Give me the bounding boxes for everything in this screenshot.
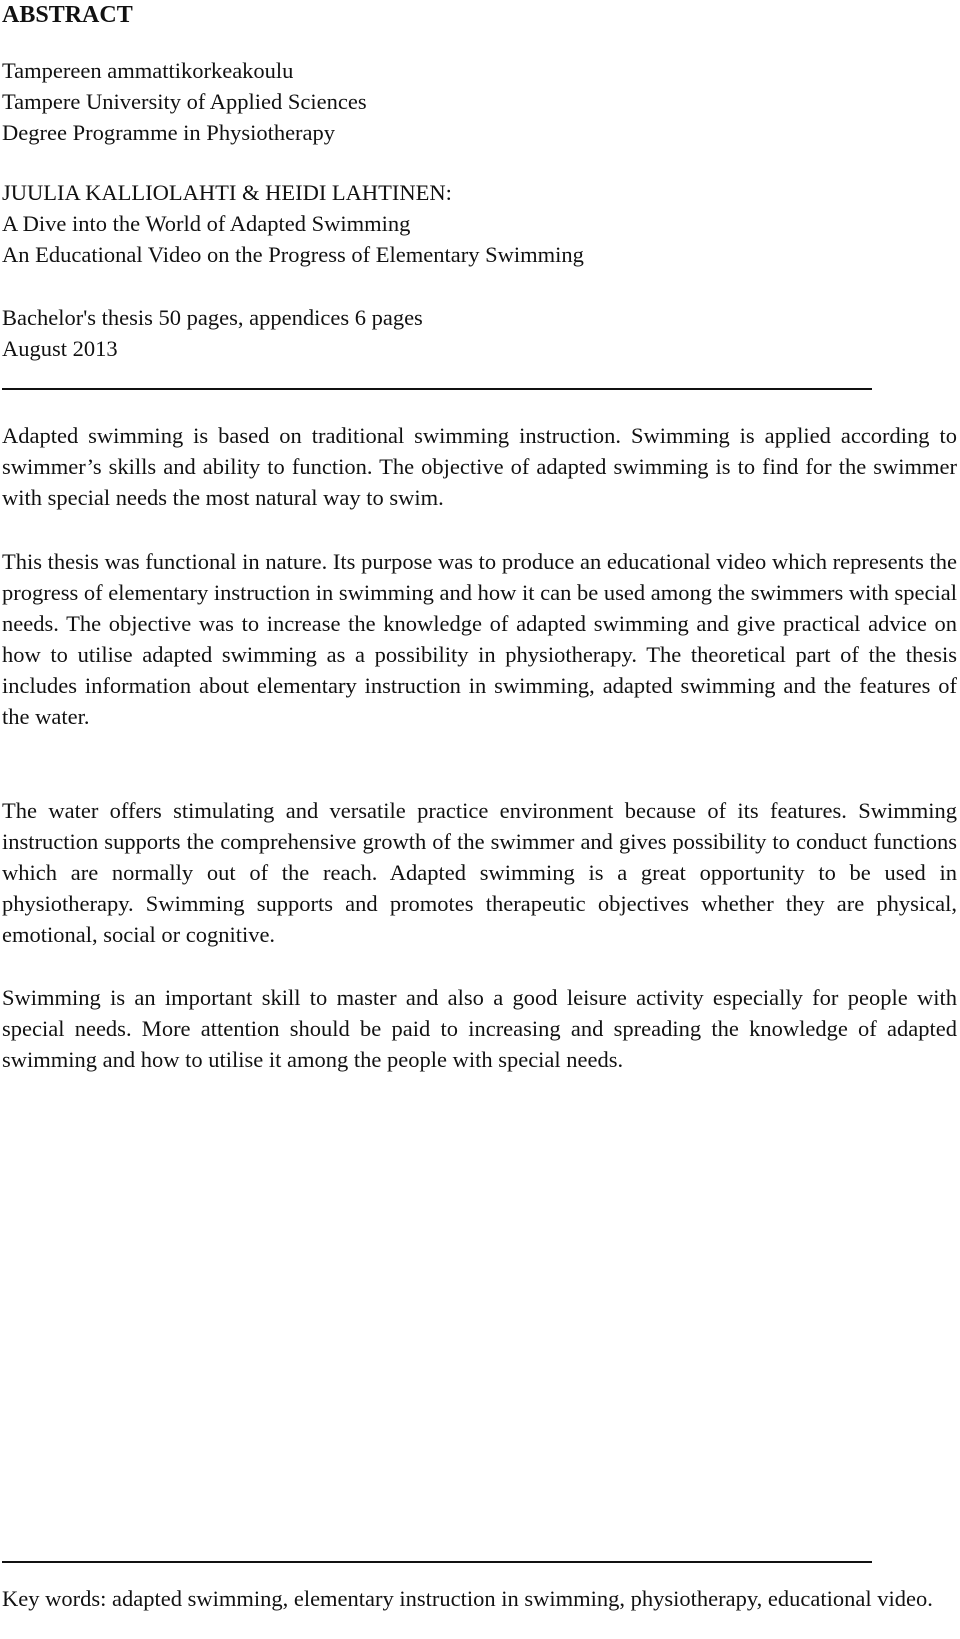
institution-finnish: Tampereen ammattikorkeakoulu xyxy=(2,58,294,83)
page-title: ABSTRACT xyxy=(2,2,133,28)
bottom-divider xyxy=(2,1561,872,1563)
institution-english: Tampere University of Applied Sciences xyxy=(2,89,367,114)
abstract-paragraph-3: The water offers stimulating and versatile practice environment because of its features. Swimming instruction supports the comprehensive growth of the swimmer and gives possibility to conduct functions which are normally out of the reach. Adapted swimming is a great opportunity to be used in physiotherapy. Swimming supports and promotes therapeutic objectives whether they are physical, emotional, social or cognitive. xyxy=(2,798,957,947)
top-divider xyxy=(2,388,872,390)
thesis-date: August 2013 xyxy=(2,336,118,361)
thesis-title: A Dive into the World of Adapted Swimming xyxy=(2,211,411,236)
abstract-paragraph-4: Swimming is an important skill to master and also a good leisure activity especially for people with special needs. More attention should be paid to increasing and spreading the knowledge of adapted swimming and how to utilise it among the people with special needs. xyxy=(2,985,957,1072)
page-count: Bachelor's thesis 50 pages, appendices 6 pages xyxy=(2,305,423,330)
abstract-paragraph-2: This thesis was functional in nature. Its purpose was to produce an educational video which represents the progress of elementary instruction in swimming and how it can be used among the swimmers with special needs. The objective was to increase the knowledge of adapted swimming and give practical advice on how to utilise adapted swimming as a possibility in physiotherapy. The theoretical part of the thesis includes information about elementary instruction in swimming, adapted swimming and the features of the water. xyxy=(2,549,957,729)
authors: JUULIA KALLIOLAHTI & HEIDI LAHTINEN: xyxy=(2,180,452,205)
abstract-paragraph-1: Adapted swimming is based on traditional swimming instruction. Swimming is applied according to swimmer’s skills and ability to function. The objective of adapted swimming is to find for the swimmer with special needs the most natural way to swim. xyxy=(2,423,957,510)
title-block xyxy=(2,177,584,270)
institution-block xyxy=(2,55,367,148)
degree-programme: Degree Programme in Physiotherapy xyxy=(2,120,336,145)
meta-block xyxy=(2,302,423,364)
thesis-subtitle: An Educational Video on the Progress of Elementary Swimming xyxy=(2,242,584,267)
keywords: Key words: adapted swimming, elementary instruction in swimming, physiotherapy, educational video. xyxy=(2,1586,933,1611)
